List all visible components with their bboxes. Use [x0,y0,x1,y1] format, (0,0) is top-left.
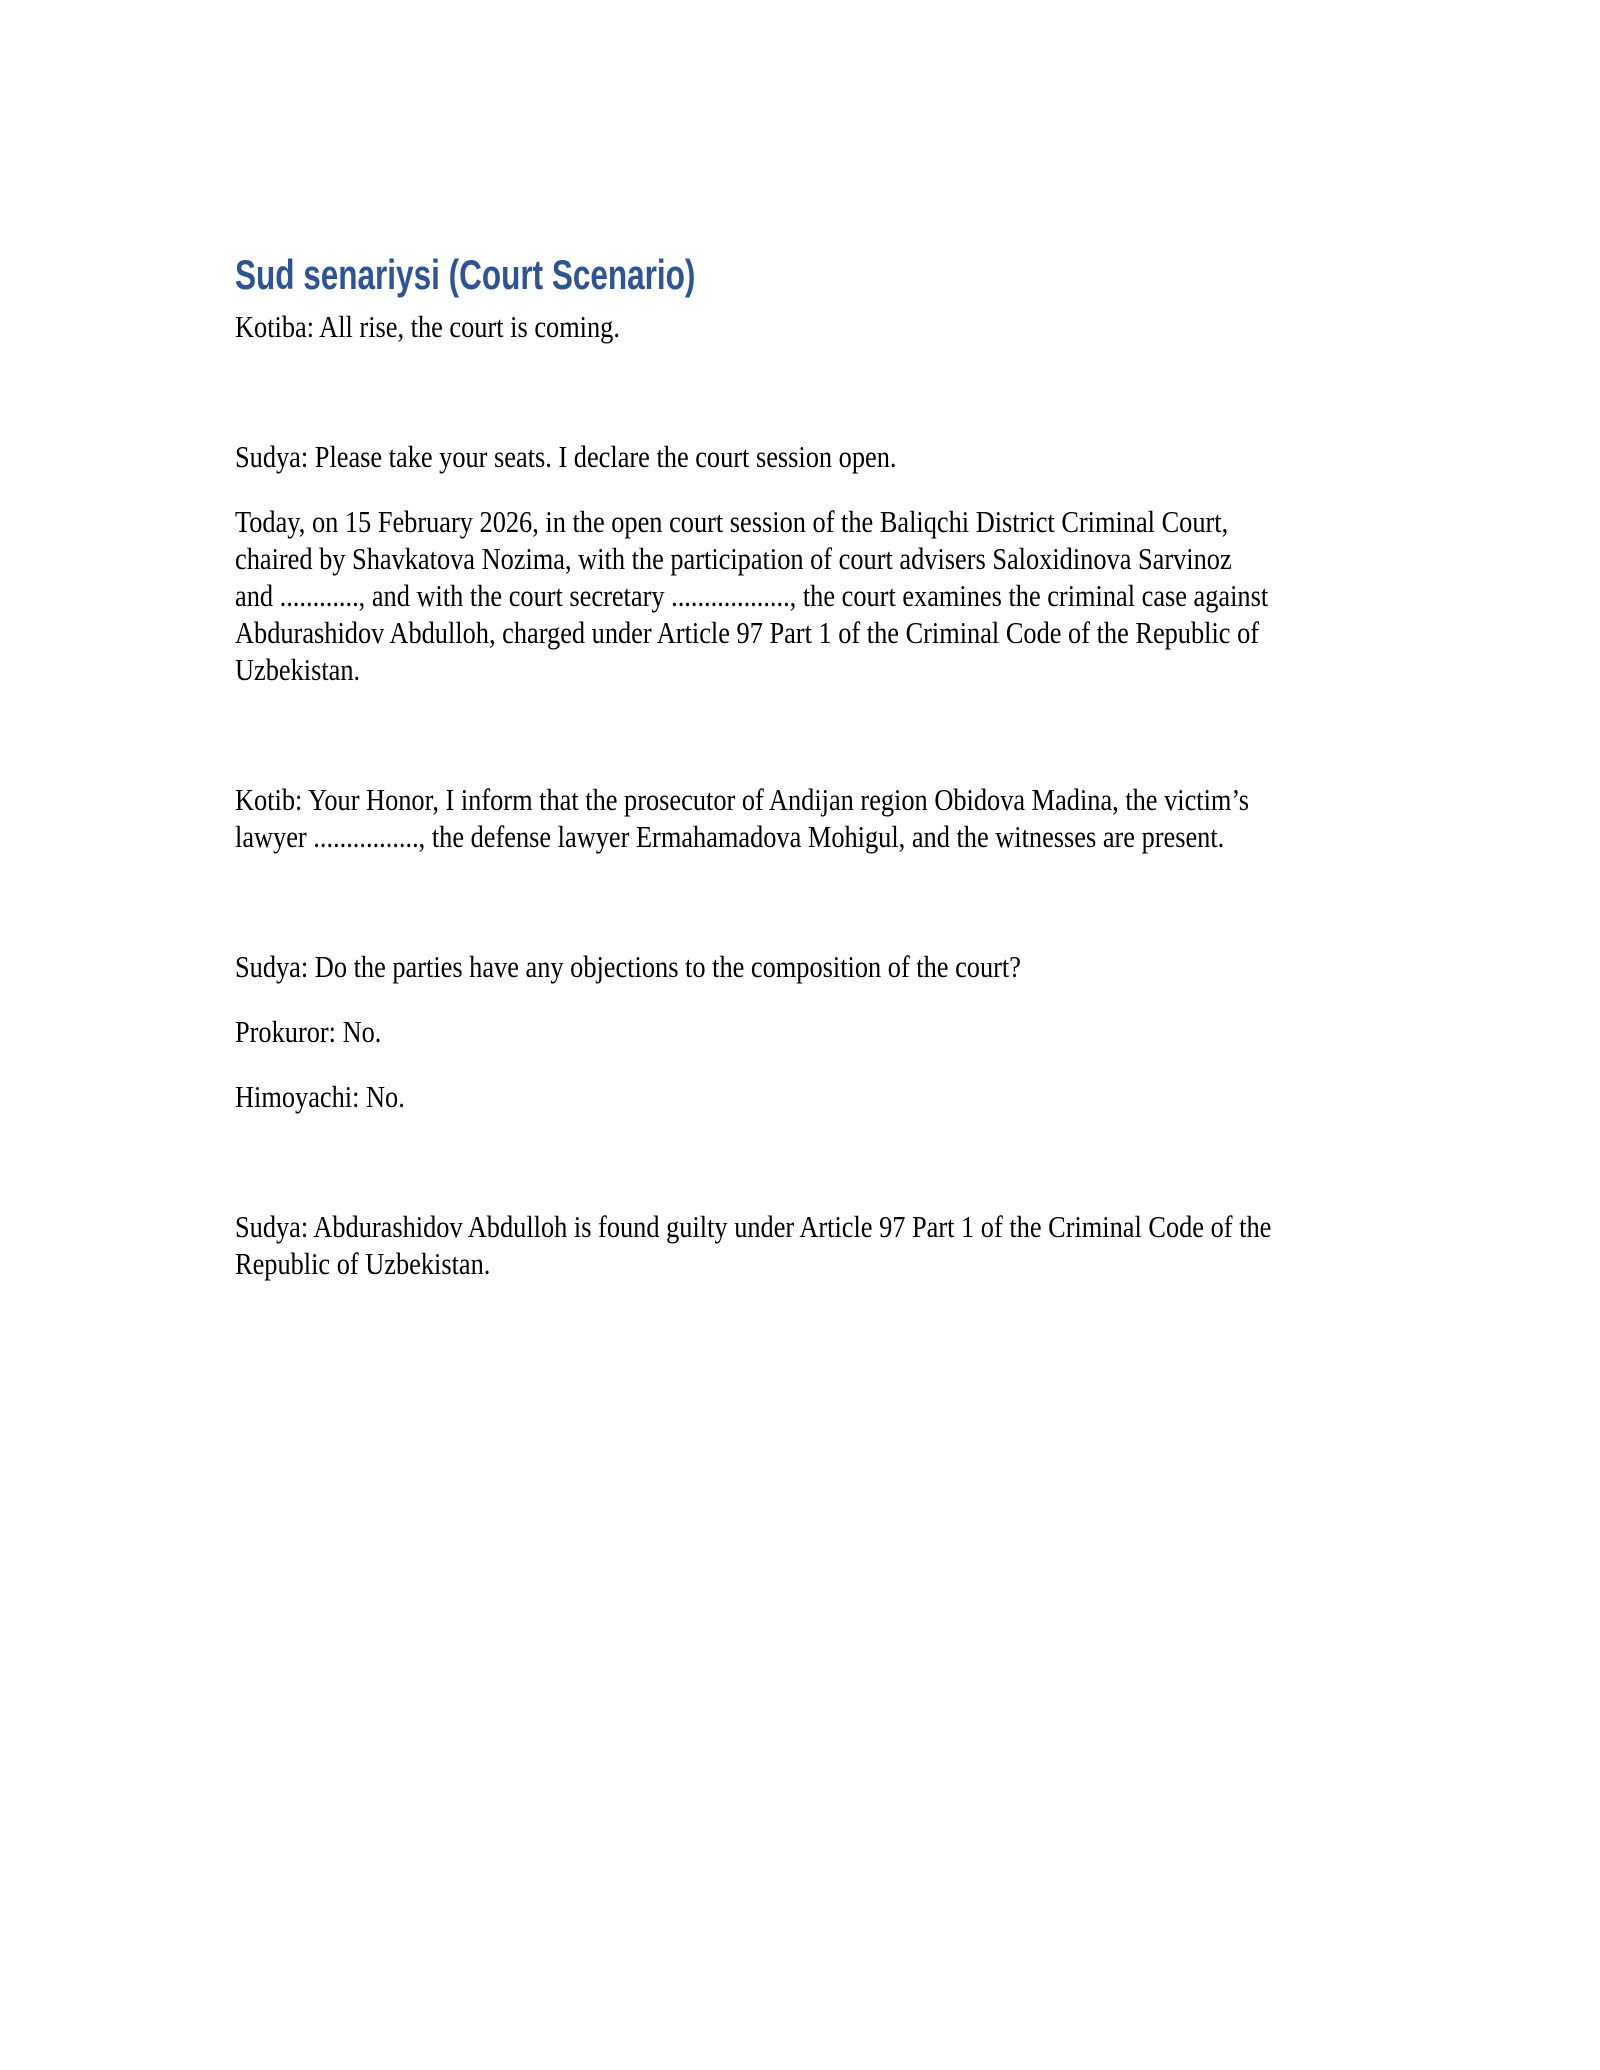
empty-paragraph [235,716,1365,753]
text-line: Republic of Uzbekistan. [235,1246,491,1281]
text-line: Prokuror: No. [235,1014,382,1049]
document-heading-text: Sud senariysi (Court Scenario) [235,251,696,298]
paragraph-kotib [235,781,1365,855]
paragraph-kotiba [235,308,1365,345]
document-heading [235,250,1365,300]
paragraph-sudya-open [235,438,1365,475]
text-line: Sudya: Please take your seats. I declare the court session open. [235,439,897,474]
text-line: Kotiba: All rise, the court is coming. [235,309,620,344]
empty-paragraph [235,883,1365,920]
text-line: Abdurashidov Abdulloh, charged under Article 97 Part 1 of the Criminal Code of the Republic of [235,615,1260,650]
text-line: Kotib: Your Honor, I inform that the prosecutor of Andijan region Obidova Madina, the victim’s [235,782,1250,817]
empty-paragraph [235,1143,1365,1180]
paragraph-today [235,503,1365,688]
text-line: chaired by Shavkatova Nozima, with the participation of court advisers Saloxidinova Sarvinoz [235,541,1232,576]
text-line: Himoyachi: No. [235,1079,405,1114]
text-line: Sudya: Abdurashidov Abdulloh is found guilty under Article 97 Part 1 of the Criminal Code of the [235,1209,1272,1244]
text-line: lawyer ................, the defense lawyer Ermahamadova Mohigul, and the witnesses are present. [235,819,1225,854]
paragraph-sudya-objections [235,948,1365,985]
paragraph-himoyachi [235,1078,1365,1115]
empty-paragraph [235,373,1365,410]
text-line: Today, on 15 February 2026, in the open court session of the Baliqchi District Criminal Court, [235,504,1229,539]
text-line: and ............, and with the court secretary .................., the court examines the criminal case against [235,578,1269,613]
paragraph-sudya-verdict [235,1208,1365,1282]
text-line: Sudya: Do the parties have any objections to the composition of the court? [235,949,1021,984]
paragraph-prokuror [235,1013,1365,1050]
text-line: Uzbekistan. [235,652,361,687]
